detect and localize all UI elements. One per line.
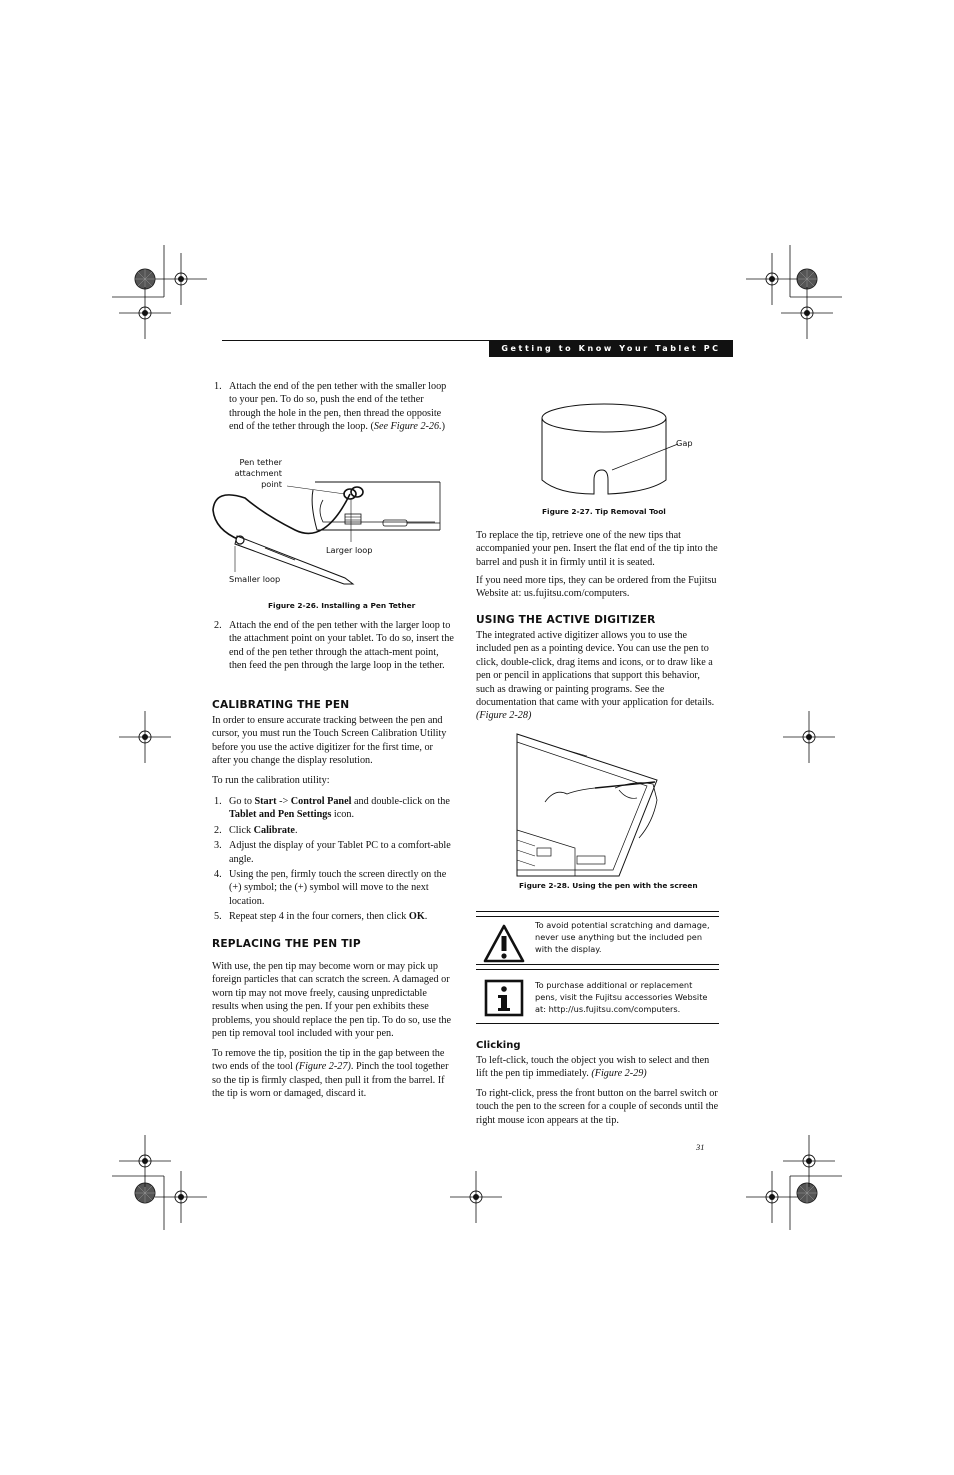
list-item: 1. Attach the end of the pen tether with the smaller loop to your pen. To do so, push the end of the tether through the hole in the pen, then thread the opposite end of the tether through the loop. (See Figure 2-26.) [214, 381, 447, 433]
note-rule [476, 911, 719, 917]
replacing-p2: To remove the tip, position the tip in the gap between the two ends of the tool (Figure 2-27). Pinch the tool together so the tip is firmly clasped, then pull it from the barrel. If the tip is worn or damaged, discard it. [212, 1048, 449, 1100]
label-attachment-point: Pen tether attachment point [234, 457, 282, 489]
digitizer-paragraph: The integrated active digitizer allows you to use the included pen as a pointing device. You can use the pen to click, double-click, drag items and icons, or to draw like a pen or pencil in applications that support this behavior, such as drawing or painting programs. See the documentation that came with your application for details. (Figure 2-28) [476, 630, 715, 722]
info-text: To purchase additional or replacement pens, visit the Fujitsu accessories Website at: http://us.fujitsu.com/computers. [535, 980, 708, 1014]
label-smaller-loop: Smaller loop [229, 574, 281, 584]
replacing-p1: With use, the pen tip may become worn or may pick up foreign particles that can scratch the screen. A damaged or worn tip may not move freely, causing unpredictable results when using the pen. If your pen exhibits these problems, you should replace the pen tip. To do so, use the pen tip removal tool included with your pen. [212, 961, 452, 1040]
pen-with-screen-illustration [515, 730, 665, 878]
tip-removal-tool-illustration [538, 400, 708, 500]
heading-replacing: REPLACING THE PEN TIP [212, 938, 361, 950]
list-item: 4. Using the pen, firmly touch the screen directly on the (+) symbol; the (+) symbol will move to the next location. [214, 869, 447, 907]
list-item: 5. Repeat step 4 in the four corners, then click OK. [214, 911, 428, 923]
clicking-p1: To left-click, touch the object you wish to select and then lift the pen tip immediately. (Figure 2-29) [476, 1055, 710, 1080]
caution-note [476, 911, 719, 969]
label-larger-loop: Larger loop [326, 545, 373, 555]
calibrating-run: To run the calibration utility: [212, 775, 330, 786]
calibrating-intro: In order to ensure accurate tracking between the pen and cursor, you must run the Touch Screen Calibration Utility before you use the active digitizer for the first time, or after you change the display resolution. [212, 715, 447, 767]
heading-clicking: Clicking [476, 1040, 521, 1051]
note-rule [476, 1023, 719, 1024]
page-number: 31 [696, 1143, 705, 1152]
figure-2-28-caption: Figure 2-28. Using the pen with the screen [519, 881, 698, 890]
heading-digitizer: USING THE ACTIVE DIGITIZER [476, 614, 656, 626]
info-icon [484, 979, 524, 1017]
list-item: 2. Attach the end of the pen tether with the larger loop to the attachment point on your tablet. To do so, insert the end of the pen tether through the attach-ment point, then feed the pen through the large loop in the tether. [214, 620, 454, 672]
clicking-p2: To right-click, press the front button on the barrel switch or touch the pen to the screen for a couple of seconds until the right mouse icon appears at the tip. [476, 1088, 719, 1126]
tether-step-1 [212, 380, 454, 436]
replace-p2: If you need more tips, they can be ordered from the Fujitsu Website at: us.fujitsu.com/computers. [476, 575, 717, 600]
list-item: 2. Click Calibrate. [214, 824, 298, 836]
replace-p1: To replace the tip, retrieve one of the new tips that accompanied your pen. Insert the flat end of the tip into the barrel and push it in firmly until it is seated. [476, 530, 718, 568]
heading-calibrating: CALIBRATING THE PEN [212, 699, 350, 711]
label-gap: Gap [676, 438, 693, 448]
caution-text: To avoid potential scratching and damage, never use anything but the included pen with the display. [535, 920, 710, 954]
tether-step-2 [212, 619, 454, 675]
figure-2-27-caption: Figure 2-27. Tip Removal Tool [542, 507, 666, 516]
figure-2-26-caption: Figure 2-26. Installing a Pen Tether [268, 601, 416, 610]
running-header: Getting to Know Your Tablet PC [489, 340, 733, 357]
info-note [476, 969, 719, 1031]
warning-icon [482, 923, 526, 965]
list-item: 3. Adjust the display of your Tablet PC to a comfort-able angle. [214, 840, 451, 865]
calibration-steps [212, 795, 454, 926]
list-item: 1. Go to Start -> Control Panel and double-click on the Tablet and Pen Settings icon. [214, 796, 450, 821]
